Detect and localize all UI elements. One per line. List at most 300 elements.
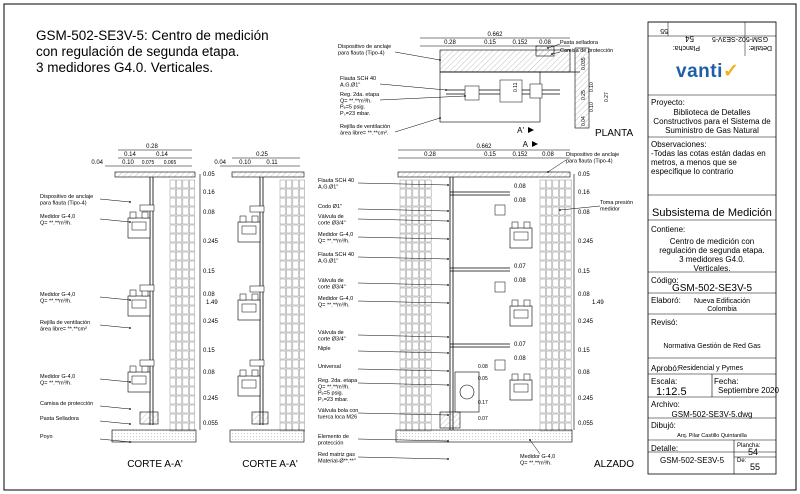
alzado-right-leader-1-tip — [547, 171, 549, 173]
observaciones-label: Observaciones: — [651, 140, 707, 149]
corte2-block-wall-cell — [286, 342, 291, 350]
alzado-dim-inner-6: 0.08 — [514, 356, 526, 362]
planta-dim-inner-2: 0.27 — [604, 92, 610, 102]
corte1-block-wall — [170, 180, 195, 431]
alzado-block-left-cell — [419, 288, 424, 296]
corte2-block-wall — [280, 180, 305, 431]
corte2-block-wall-cell — [293, 198, 298, 206]
alzado-block-left-cell — [406, 297, 411, 305]
alzado-block-left-cell — [406, 387, 411, 395]
alzado-block-left-cell — [400, 297, 405, 305]
alzado-block-left-cell — [419, 243, 424, 251]
corte1-block-wall-cell — [170, 261, 175, 269]
brand-logo — [676, 60, 739, 83]
alzado-block-right-cell — [559, 360, 564, 368]
alzado-meter-1-inlet — [512, 222, 518, 228]
alzado-block-left-cell — [406, 414, 411, 422]
corte2-block-wall-cell — [280, 207, 285, 215]
corte1-block-wall-cell — [189, 297, 194, 305]
alzado-block-left-cell — [406, 198, 411, 206]
alzado-block-right-cell — [553, 396, 558, 404]
alzado-dim-inner-2: 0.08 — [514, 198, 526, 204]
alzado-block-left-cell — [426, 234, 431, 242]
alzado-block-left-cell — [413, 396, 418, 404]
alzado-block-left-cell — [419, 396, 424, 404]
planta-dim-right-1: 0.035 — [581, 57, 587, 70]
planta-label-1: Dispositivo de anclaje para flauta (Tipo-4) — [338, 44, 392, 57]
corte1-block-wall-cell — [170, 351, 175, 359]
alzado-block-right — [540, 180, 571, 431]
alzado-block-left-cell — [413, 315, 418, 323]
corte1-block-wall-cell — [183, 414, 188, 422]
corte2-block-wall-cell — [280, 261, 285, 269]
corte1-block-wall-cell — [183, 378, 188, 386]
alzado-block-left-cell — [413, 324, 418, 332]
corte1-block-wall-cell — [170, 387, 175, 395]
alzado-right-leader-2-tip — [559, 209, 561, 211]
alzado-block-left-cell — [413, 252, 418, 260]
alzado-block-right-cell — [553, 198, 558, 206]
alzado-block-left-cell — [400, 288, 405, 296]
alzado-dim-part-2: 0.15 — [484, 152, 496, 158]
alzado-block-left-cell — [413, 198, 418, 206]
corte1-block-wall-cell — [189, 414, 194, 422]
alzado-block-left-cell — [413, 360, 418, 368]
plancha-value: 54 — [748, 447, 759, 457]
alzado-block-left-cell — [400, 198, 405, 206]
alzado-block-right-cell — [540, 333, 545, 341]
corte1-leader-1 — [100, 199, 130, 202]
alzado-left-label-14: Red matriz gas Material-Ø**.**" — [318, 452, 356, 465]
alzado-block-right-cell — [553, 270, 558, 278]
alzado-block-right-cell — [566, 207, 571, 215]
corte2-block-wall-cell — [293, 288, 298, 296]
alzado-left-label-8: Válvula de corte Ø3/4" — [318, 330, 346, 343]
planta-label-5: Pasta selladora — [560, 40, 598, 46]
corte1-sleeve — [140, 412, 158, 424]
corte2-block-wall-cell — [293, 297, 298, 305]
corte1-vdim-2: 0.16 — [203, 190, 215, 196]
corte2-block-wall-cell — [286, 189, 291, 197]
corte1-leader-5 — [100, 379, 130, 382]
alzado-block-right-cell — [546, 252, 551, 260]
alzado-block-left-cell — [400, 342, 405, 350]
corte1-block-wall-cell — [170, 333, 175, 341]
alzado-block-right-cell — [540, 207, 545, 215]
corte2-block-wall-cell — [280, 198, 285, 206]
corte1-block-wall-cell — [170, 189, 175, 197]
alzado-block-left-cell — [426, 351, 431, 359]
alzado-block-left-cell — [400, 333, 405, 341]
corte2-block-wall-cell — [293, 216, 298, 224]
alzado-block-right-cell — [566, 333, 571, 341]
corte1-block-wall-cell — [176, 324, 181, 332]
corte1-block-wall-cell — [176, 297, 181, 305]
alzado-meter-1-outlet — [524, 222, 530, 228]
planta-leader-1-tip — [439, 59, 441, 61]
alzado-block-right-cell — [546, 279, 551, 287]
planta-leader-5-tip — [547, 47, 549, 49]
corte1-leader-3 — [100, 297, 130, 300]
alzado-block-right-cell — [546, 216, 551, 224]
corte2-block-wall-cell — [286, 234, 291, 242]
alzado-left-leader-13-tip — [447, 440, 449, 442]
corte1-dim-row2-b: 0.14 — [156, 152, 168, 158]
corte1-dim-row3-a: 0.04 — [91, 160, 103, 166]
corte2-block-wall-cell — [293, 279, 298, 287]
corte1-block-wall-cell — [176, 198, 181, 206]
alzado-meter-2-outlet — [524, 300, 530, 306]
alzado-block-right-cell — [546, 405, 551, 413]
brand-check-icon: ✓ — [722, 61, 740, 82]
alzado-block-left-cell — [426, 324, 431, 332]
alzado-block-left-cell — [400, 414, 405, 422]
alzado-block-right-cell — [553, 306, 558, 314]
corte1-block-wall-cell — [189, 225, 194, 233]
planta-leader-3-tip — [464, 95, 466, 97]
planta-dim-part-3: 0.152 — [512, 40, 528, 46]
alzado-block-left-cell — [426, 414, 431, 422]
alzado-block-left-cell — [426, 216, 431, 224]
corte2-block-wall-cell — [286, 225, 291, 233]
corte1-block-wall-cell — [170, 180, 175, 188]
corte2-meter-1-outlet — [252, 216, 258, 222]
corte1-block-wall-cell — [176, 243, 181, 251]
planta-dim-total-text: 0.662 — [487, 32, 503, 38]
alzado-block-right-cell — [566, 342, 571, 350]
alzado-block-left-cell — [400, 279, 405, 287]
alzado-left-label-1: Flauta SCH 40 A.G.Ø1" — [318, 178, 355, 191]
corte2-block-wall-cell — [299, 387, 304, 395]
alzado-dim-small-4: 0.07 — [478, 416, 488, 422]
alzado-left-leader-2-tip — [447, 210, 449, 212]
alzado-block-left-cell — [400, 207, 405, 215]
corte2-bracket-2 — [250, 286, 264, 292]
corte1-label-8: Poyo — [40, 434, 53, 440]
alzado-block-right-cell — [553, 180, 558, 188]
alzado-vdim-5: 0.15 — [578, 269, 590, 275]
corte1-block-wall-cell — [183, 243, 188, 251]
corte2-block-wall-cell — [293, 315, 298, 323]
alzado-block-left-cell — [419, 360, 424, 368]
alzado-block-left-cell — [406, 207, 411, 215]
contiene-value: Centro de medición con regulación de segunda etapa. 3 medidores G4.0. Verticales. — [659, 237, 765, 273]
corte1-block-wall-cell — [176, 315, 181, 323]
alzado-block-right-cell — [546, 180, 551, 188]
corte1-vdim-8: 0.15 — [203, 348, 215, 354]
alzado-block-right-cell — [559, 207, 564, 215]
corte2-block-wall-cell — [286, 324, 291, 332]
alzado-left-leader-7-tip — [447, 302, 449, 304]
alzado-block-left-cell — [406, 225, 411, 233]
alzado-block-left-cell — [406, 315, 411, 323]
corte1-block-wall-cell — [189, 252, 194, 260]
corte1-leader-6-tip — [129, 408, 131, 410]
alzado-left-leader-11-tip — [447, 384, 449, 386]
alzado-block-left-cell — [400, 252, 405, 260]
corte1-block-wall-cell — [189, 351, 194, 359]
alzado-block-right-cell — [566, 225, 571, 233]
corte2-block-wall-cell — [280, 216, 285, 224]
corte2-block-wall-cell — [280, 378, 285, 386]
alzado-block-left-cell — [406, 288, 411, 296]
alzado-block-left-cell — [426, 405, 431, 413]
elaboro-value: Nueva Edificación Colombia — [693, 298, 751, 313]
corte1-block-wall-cell — [189, 198, 194, 206]
corte1-block-wall-cell — [170, 306, 175, 314]
alzado-block-right-cell — [559, 315, 564, 323]
title-line-2: con regulación de segunda etapa. — [36, 44, 240, 59]
alzado-block-left-cell — [400, 243, 405, 251]
alzado-block-right-cell — [553, 225, 558, 233]
alzado-block-right-cell — [566, 279, 571, 287]
planta-mark-a-arrow — [532, 141, 538, 147]
alzado-block-right-cell — [546, 324, 551, 332]
corte1-block-wall-cell — [183, 225, 188, 233]
corte2-block-wall-cell — [293, 342, 298, 350]
alzado-block-left-cell — [406, 360, 411, 368]
corte1-block-wall-cell — [183, 297, 188, 305]
alzado-vdim-11: 0.055 — [578, 421, 594, 427]
corte1-bracket-3 — [140, 360, 154, 366]
corte1-dim-row3-c: 0.075 — [141, 160, 155, 166]
alzado-block-left-cell — [419, 270, 424, 278]
alzado-block-left-cell — [400, 225, 405, 233]
alzado-vdim-4: 0.245 — [578, 239, 594, 245]
alzado-left-leader-6 — [358, 283, 448, 285]
corte1-block-wall-cell — [183, 360, 188, 368]
proyecto-value: Biblioteca de Detalles Constructivos para el Sistema de Suministro de Gas Natural — [653, 108, 771, 135]
alzado-right-label-2: Toma presión medidor — [600, 200, 634, 213]
corte2-block-wall-cell — [293, 360, 298, 368]
alzado-block-left-cell — [419, 342, 424, 350]
corte2-dim-row3-b: 0.10 — [239, 160, 251, 166]
corte2-block-wall-cell — [299, 369, 304, 377]
alzado-block-right-cell — [566, 270, 571, 278]
alzado-dim-inner-3: 0.07 — [514, 264, 526, 270]
corte2-block-wall-cell — [293, 324, 298, 332]
corte2-block-wall-cell — [293, 189, 298, 197]
alzado-block-left-cell — [426, 306, 431, 314]
corte1-block-wall-cell — [170, 279, 175, 287]
corte2-block-wall-cell — [280, 180, 285, 188]
alzado-block-right-cell — [559, 288, 564, 296]
alzado-block-right-cell — [559, 396, 564, 404]
planta-regulator — [465, 86, 479, 100]
planta-label-6: Camisa de protección — [560, 48, 614, 54]
alzado-block-left-cell — [426, 270, 431, 278]
corte2-block-wall-cell — [286, 405, 291, 413]
corte1-leader-8-tip — [129, 441, 131, 443]
corte1-block-wall-cell — [176, 378, 181, 386]
corte2-block-wall-cell — [299, 261, 304, 269]
corte1-vdim-5: 0.15 — [203, 269, 215, 275]
alzado-block-left-cell — [400, 306, 405, 314]
alzado-block-left-cell — [413, 207, 418, 215]
alzado-block-left-cell — [426, 288, 431, 296]
alzado-block-right-cell — [546, 207, 551, 215]
alzado-block-right-cell — [540, 369, 545, 377]
alzado-block-left-cell — [406, 243, 411, 251]
corte1-block-wall-cell — [183, 333, 188, 341]
alzado-dim-inner-1: 0.08 — [514, 184, 526, 190]
corte1-block-wall-cell — [176, 207, 181, 215]
corte1-block-wall-cell — [176, 189, 181, 197]
corte1-bracket-1 — [140, 205, 154, 211]
alzado-block-right-cell — [566, 414, 571, 422]
corte2-block-wall-cell — [286, 243, 291, 251]
corte2-block-wall-cell — [280, 387, 285, 395]
corte2-block-wall-cell — [286, 396, 291, 404]
corte2-meter-2-dial — [242, 304, 256, 312]
planta-leader-4 — [395, 118, 440, 132]
planta-dim-part-2: 0.15 — [484, 40, 496, 46]
contiene-label: Contiene: — [651, 225, 686, 234]
alzado-block-right-cell — [540, 414, 545, 422]
alzado-block-right-cell — [540, 234, 545, 242]
alzado-block-left-cell — [400, 189, 405, 197]
alzado-block-left-cell — [419, 198, 424, 206]
alzado-block-left-cell — [400, 396, 405, 404]
alzado-left-leader-9-tip — [447, 352, 449, 354]
corte2-block-wall-cell — [286, 369, 291, 377]
alzado-left-leader-5 — [358, 257, 448, 259]
de-label: De: — [737, 458, 747, 464]
corte2-block-wall-cell — [299, 405, 304, 413]
alzado-block-right-cell — [540, 243, 545, 251]
alzado-block-right-cell — [566, 324, 571, 332]
alzado-dim-part-1: 0.28 — [424, 152, 436, 158]
corte1-block-wall-cell — [183, 351, 188, 359]
corte1-dim-row2-a: 0.14 — [124, 152, 136, 158]
corte1-block-wall-cell — [189, 387, 194, 395]
alzado-block-left-cell — [400, 360, 405, 368]
archivo-label: Archivo: — [651, 400, 680, 409]
alzado-left-leader-10-tip — [447, 370, 449, 372]
corte1-block-wall-cell — [176, 216, 181, 224]
corte2-block-wall-cell — [299, 207, 304, 215]
corte1-label-3: Medidor G-4,0 Q= **.**m³/h. — [40, 292, 76, 305]
alzado-block-right-cell — [559, 216, 564, 224]
corte1-label-5: Medidor G-4,0 Q= **.**m³/h. — [40, 374, 76, 387]
alzado-block-right-cell — [546, 396, 551, 404]
corte2-block-wall-cell — [286, 261, 291, 269]
corte2-bracket-3 — [250, 360, 264, 366]
alzado-block-right-cell — [553, 333, 558, 341]
corte1-dim-top-text: 0.28 — [146, 144, 158, 150]
alzado-vdim-10: 0.245 — [578, 396, 594, 402]
alzado-block-right-cell — [540, 288, 545, 296]
alzado-block-right-cell — [559, 243, 564, 251]
corte2-block-wall-cell — [293, 261, 298, 269]
planta-dim-inner-1: 0.11 — [513, 82, 519, 92]
alzado-block-left-cell — [426, 180, 431, 188]
planta-label-3: Reg. 2da. etapa Q= **.**m³/h. Pₑ=5 psig. Pₛ=23 mbar. — [340, 92, 380, 117]
corte1-block-wall-cell — [189, 207, 194, 215]
corte2-block-wall-cell — [280, 297, 285, 305]
alzado-block-left-cell — [400, 387, 405, 395]
corte1-block-wall-cell — [170, 270, 175, 278]
title-line-3: 3 medidores G4.0. Verticales. — [36, 60, 214, 75]
planta-label-2: Flauta SCH 40 A.G.Ø1" — [340, 76, 377, 89]
corte1-leader-6 — [100, 406, 130, 409]
corte2-meter-2-outlet — [252, 294, 258, 300]
alzado-block-left-cell — [419, 216, 424, 224]
alzado-block-left-cell — [426, 198, 431, 206]
corte2-block-wall-cell — [293, 369, 298, 377]
corte1-block-wall-cell — [183, 270, 188, 278]
planta-cabinet — [440, 72, 540, 122]
dibujo-label: Dibujó: — [651, 421, 676, 430]
corte1-block-wall-cell — [183, 405, 188, 413]
corte1-block-wall-cell — [170, 234, 175, 242]
corte1-block-wall-cell — [170, 207, 175, 215]
corte2-block-wall-cell — [293, 243, 298, 251]
planta-mark-a-prime: A' — [517, 126, 524, 135]
corte1-block-wall-cell — [183, 252, 188, 260]
alzado-block-right-cell — [553, 279, 558, 287]
rot-total: 55 — [660, 27, 668, 34]
corte2-dim-row3-c: 0.11 — [266, 160, 278, 166]
alzado-left-label-2: Codo Ø1" — [318, 204, 342, 210]
corte2-block-wall-cell — [293, 180, 298, 188]
alzado-block-left-cell — [426, 396, 431, 404]
alzado-block-right-cell — [566, 315, 571, 323]
corte1-block-wall-cell — [170, 342, 175, 350]
corte2-block-wall-cell — [286, 252, 291, 260]
corte1-block-wall-cell — [183, 315, 188, 323]
alzado-block-left-cell — [426, 342, 431, 350]
alzado-block-right-cell — [540, 342, 545, 350]
alzado-block-left-cell — [419, 225, 424, 233]
alzado-block-left-cell — [419, 387, 424, 395]
corte2-block-wall-cell — [299, 225, 304, 233]
alzado-block-left-cell — [406, 396, 411, 404]
alzado-meter-2-dial — [514, 310, 528, 318]
alzado-block-right-cell — [546, 369, 551, 377]
corte2-meter-1-dial — [242, 226, 256, 234]
corte2-block-wall-cell — [293, 351, 298, 359]
corte1-block-wall-cell — [170, 369, 175, 377]
corte2-block-wall-cell — [293, 405, 298, 413]
corte1-block-wall-cell — [183, 387, 188, 395]
alzado-left-leader-5-tip — [447, 258, 449, 260]
alzado-block-left-cell — [419, 189, 424, 197]
archivo-value: GSM-502-SE3V-5.dwg — [671, 410, 753, 419]
alzado-block-left-cell — [413, 288, 418, 296]
alzado-block-left-cell — [426, 360, 431, 368]
alzado-block-right-cell — [566, 189, 571, 197]
corte2-block-wall-cell — [280, 360, 285, 368]
alzado-block-left-cell — [419, 252, 424, 260]
alzado-block-left-cell — [413, 261, 418, 269]
corte2-block-wall-cell — [299, 360, 304, 368]
corte2-block-wall-cell — [293, 414, 298, 422]
corte2-block-wall-cell — [299, 297, 304, 305]
alzado-left-label-11: Reg. 2da. etapa Q= **.**m³/h. Pₑ=5 psig. Pₛ=23 mbar. — [318, 378, 358, 403]
planta-mark-a-prime-arrow — [528, 127, 534, 133]
rot-plancha: 54 — [685, 34, 694, 43]
alzado-block-right-cell — [566, 387, 571, 395]
alzado-block-left-cell — [419, 414, 424, 422]
alzado-block-right-cell — [540, 378, 545, 386]
corte2-block-wall-cell — [293, 396, 298, 404]
alzado-block-left-cell — [406, 189, 411, 197]
corte2-dim-row3-a: 0.04 — [214, 160, 226, 166]
alzado-block-right-cell — [553, 405, 558, 413]
alzado-block-right-cell — [546, 315, 551, 323]
corte2-block-wall-cell — [293, 270, 298, 278]
